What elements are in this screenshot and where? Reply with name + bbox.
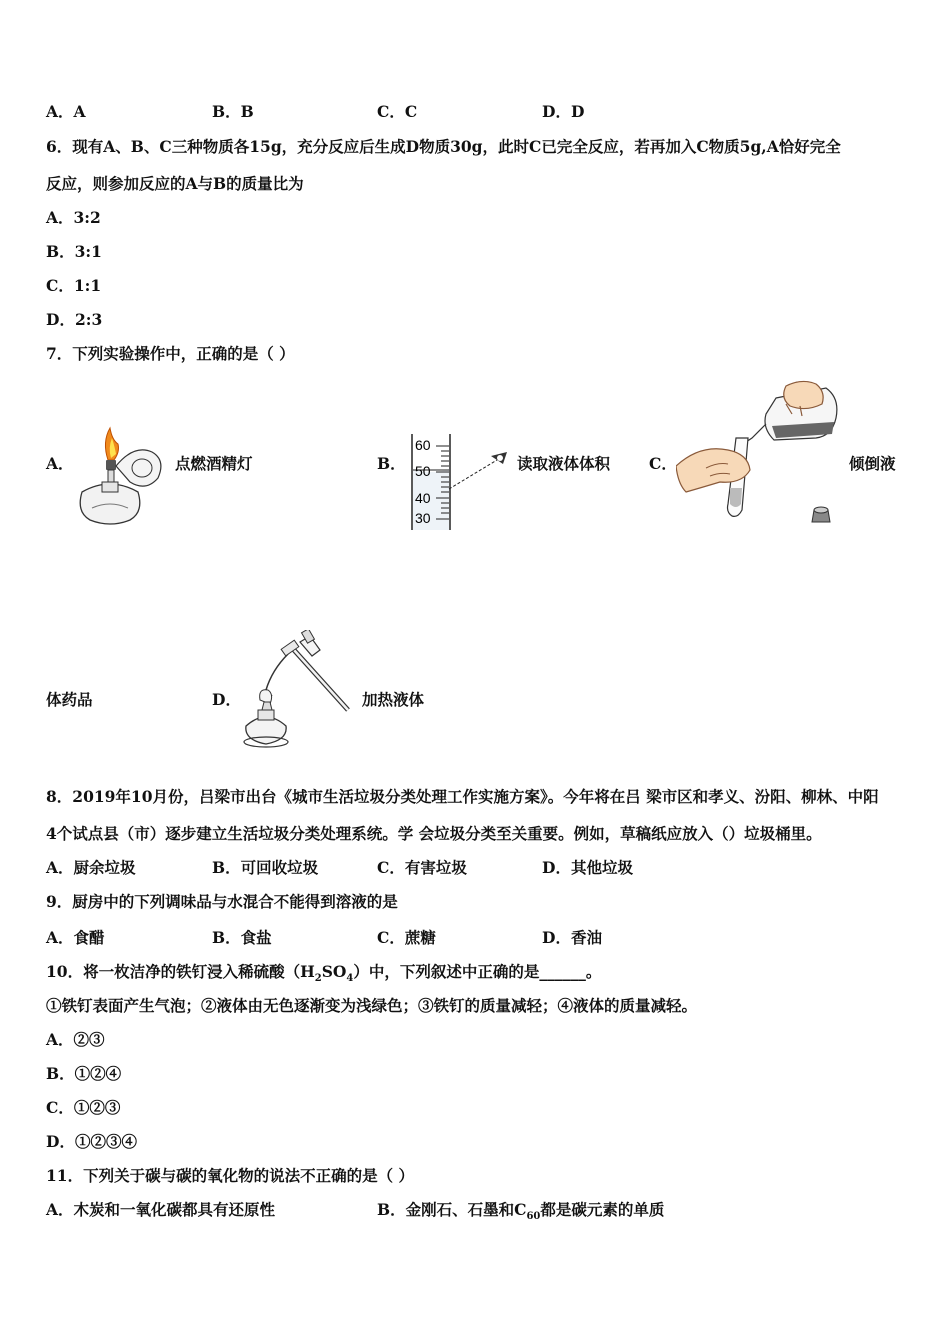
q7-option-a-label: 点燃酒精灯 [175, 454, 253, 473]
cylinder-tick-50: 50 [415, 463, 431, 479]
q6-option-c: C．1:1 [46, 276, 102, 295]
heating-liquid-figure [238, 630, 358, 750]
q6-stem-line1: 6．现有A、B、C三种物质各15g，充分反应后生成D物质30g，此时C已完全反应，若再加入C物质5g,A恰好完全 [46, 137, 841, 156]
q5-option-a: A．A [46, 102, 86, 121]
q6-option-b: B．3:1 [46, 242, 102, 261]
q9-stem: 9．厨房中的下列调味品与水混合不能得到溶液的是 [46, 892, 398, 911]
alcohol-lamp-lighting-figure [72, 420, 172, 530]
q7-option-c-label: 倾倒液 [849, 454, 896, 473]
q7-option-d-letter: D． [212, 690, 241, 709]
q10-option-d: D．①②③④ [46, 1132, 137, 1151]
q10-statements: ①铁钉表面产生气泡；②液体由无色逐渐变为浅绿色；③铁钉的质量减轻；④液体的质量减轻。 [46, 996, 698, 1015]
q8-option-b: B．可回收垃圾 [212, 858, 319, 877]
q7-option-b-label: 读取液体体积 [517, 454, 611, 473]
q7-option-b-letter: B． [377, 454, 406, 473]
q9-option-a: A．食醋 [46, 928, 105, 947]
q8-option-a: A．厨余垃圾 [46, 858, 136, 877]
q6-option-d: D．2:3 [46, 310, 103, 329]
pouring-liquid-figure [676, 378, 846, 528]
q11-option-b: B．金刚石、石墨和$C_{60}$都是碳元素的单质 [377, 1200, 665, 1223]
q5-option-c: C．C [377, 102, 418, 121]
measuring-cylinder-reading-figure [405, 430, 515, 534]
q10-option-c: C．①②③ [46, 1098, 121, 1117]
q6-option-a: A．3:2 [46, 208, 101, 227]
cylinder-tick-60: 60 [415, 437, 431, 453]
q10-option-b: B．①②④ [46, 1064, 122, 1083]
q10-option-a: A．②③ [46, 1030, 105, 1049]
cylinder-tick-30: 30 [415, 510, 431, 526]
cylinder-tick-40: 40 [415, 490, 431, 506]
q8-stem-line1: 8．2019年10月份，吕梁市出台《城市生活垃圾分类处理工作实施方案》。今年将在吕 梁市区和孝义、汾阳、柳林、中阳 [46, 787, 879, 806]
q5-option-b: B．B [212, 102, 254, 121]
q6-stem-line2: 反应，则参加反应的A与B的质量比为 [46, 174, 304, 193]
q7-option-c-label-continued: 体药品 [46, 690, 93, 709]
q5-option-d: D．D [542, 102, 585, 121]
q10-stem: 10．将一枚洁净的铁钉浸入稀硫酸$(H_2SO_4)$中，下列叙述中正确的是______。 [46, 962, 602, 985]
q8-option-d: D．其他垃圾 [542, 858, 633, 877]
q11-stem: 11．下列关于碳与碳的氧化物的说法不正确的是（ ） [46, 1166, 414, 1185]
q8-option-c: C．有害垃圾 [377, 858, 467, 877]
q7-option-d-label: 加热液体 [362, 690, 425, 709]
q7-option-c-letter: C． [649, 454, 677, 473]
q11-option-a: A．木炭和一氧化碳都具有还原性 [46, 1200, 276, 1219]
q7-stem: 7．下列实验操作中，正确的是（ ） [46, 344, 295, 363]
q9-option-b: B．食盐 [212, 928, 272, 947]
q9-option-c: C．蔗糖 [377, 928, 436, 947]
q7-option-a-letter: A． [46, 454, 74, 473]
q9-option-d: D．香油 [542, 928, 602, 947]
q8-stem-line2: 4个试点县（市）逐步建立生活垃圾分类处理系统。学 会垃圾分类至关重要。例如，草稿纸应放入（）垃圾桶里。 [46, 824, 822, 843]
